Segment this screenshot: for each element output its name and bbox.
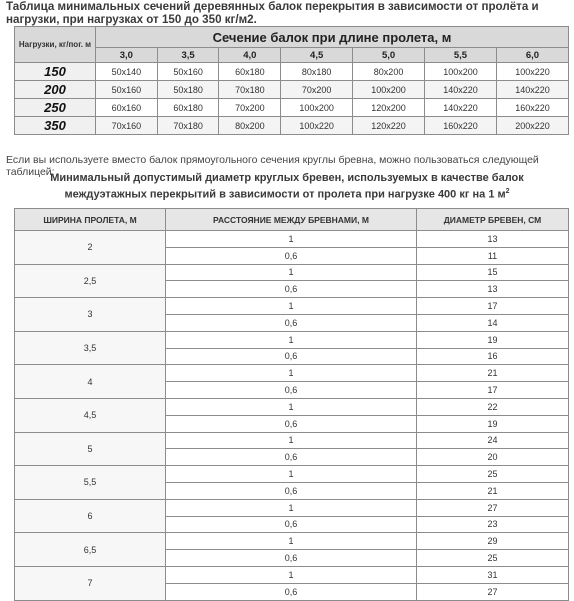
span-width-header: ШИРИНА ПРОЛЕТА, М [15, 209, 166, 231]
span-width-cell: 6 [15, 499, 166, 533]
table-row [15, 63, 569, 81]
table-row [15, 466, 569, 483]
diameter-cell: 16 [417, 348, 569, 365]
distance-cell: 1 [166, 566, 417, 583]
distance-cell: 0,6 [166, 449, 417, 466]
diameter-cell: 21 [417, 365, 569, 382]
note-text: Если вы используете вместо балок прямоугольного сечения круглы бревна, можно пользоваться следующей таблицей: [6, 154, 539, 178]
span-width-cell: 3 [15, 298, 166, 332]
beam-section-table [14, 26, 569, 135]
span-width-cell: 2,5 [15, 264, 166, 298]
distance-cell: 1 [166, 365, 417, 382]
span-header: 5,5 [425, 48, 497, 63]
diameter-cell: 13 [417, 231, 569, 248]
section-cell: 120x220 [353, 117, 425, 135]
span-width-cell: 6,5 [15, 533, 166, 567]
span-width-cell: 5,5 [15, 466, 166, 500]
table-row [15, 533, 569, 550]
diameter-cell: 20 [417, 449, 569, 466]
span-header-row [15, 48, 569, 63]
table-row [15, 117, 569, 135]
section-cell: 60x160 [96, 99, 158, 117]
load-value: 350 [15, 117, 96, 135]
section-cell: 200x220 [496, 117, 568, 135]
section-cell: 100x220 [281, 117, 353, 135]
section-cell: 140x220 [496, 81, 568, 99]
log-caption-superscript: 2 [505, 188, 510, 195]
load-value: 150 [15, 63, 96, 81]
log-table-body [15, 231, 569, 601]
distance-cell: 0,6 [166, 516, 417, 533]
section-cell: 70x180 [157, 117, 219, 135]
distance-cell: 0,6 [166, 583, 417, 600]
section-cell: 50x140 [96, 63, 158, 81]
section-cell: 140x220 [425, 81, 497, 99]
diameter-cell: 21 [417, 482, 569, 499]
beam-table-caption: Таблица минимальных сечений деревянных балок перекрытия в зависимости от пролёта и нагрузки, при нагрузках от 150 до 350 кг/м2. [6, 0, 539, 26]
diameter-cell: 15 [417, 264, 569, 281]
section-cell: 80x200 [353, 63, 425, 81]
diameter-cell: 29 [417, 533, 569, 550]
diameter-cell: 17 [417, 298, 569, 315]
log-caption-text: Минимальный допустимый диаметр круглых бревен, используемых в качестве балок междуэтажных перекрытий в зависимости от пролета при нагрузке 400 кг на 1 м [50, 172, 524, 201]
section-cell: 70x160 [96, 117, 158, 135]
log-diameter-table [14, 208, 569, 601]
load-value: 200 [15, 81, 96, 99]
distance-cell: 0,6 [166, 247, 417, 264]
span-width-cell: 4 [15, 365, 166, 399]
distance-cell: 0,6 [166, 415, 417, 432]
diameter-cell: 17 [417, 382, 569, 399]
distance-cell: 1 [166, 398, 417, 415]
log-table-header-row [15, 209, 569, 231]
distance-cell: 0,6 [166, 550, 417, 567]
section-cell: 70x200 [219, 99, 281, 117]
distance-cell: 0,6 [166, 482, 417, 499]
table-row [15, 432, 569, 449]
section-cell: 100x200 [281, 99, 353, 117]
load-column-header: Нагрузки, кг/пог. м [15, 27, 96, 63]
distance-cell: 1 [166, 533, 417, 550]
span-width-cell: 7 [15, 566, 166, 600]
diameter-cell: 25 [417, 466, 569, 483]
diameter-cell: 22 [417, 398, 569, 415]
diameter-cell: 11 [417, 247, 569, 264]
section-cell: 80x200 [219, 117, 281, 135]
table-row [15, 331, 569, 348]
section-cell: 80x180 [281, 63, 353, 81]
diameter-cell: 24 [417, 432, 569, 449]
section-header: Сечение балок при длине пролета, м [96, 27, 569, 48]
distance-cell: 1 [166, 298, 417, 315]
diameter-cell: 25 [417, 550, 569, 567]
distance-cell: 1 [166, 466, 417, 483]
section-cell: 100x220 [496, 63, 568, 81]
diameter-cell: 19 [417, 415, 569, 432]
load-value: 250 [15, 99, 96, 117]
distance-cell: 0,6 [166, 382, 417, 399]
table-row [15, 81, 569, 99]
table-row [15, 499, 569, 516]
section-cell: 70x180 [219, 81, 281, 99]
span-width-cell: 3,5 [15, 331, 166, 365]
table-row [15, 365, 569, 382]
distance-cell: 1 [166, 499, 417, 516]
span-header: 5,0 [353, 48, 425, 63]
table-row [15, 99, 569, 117]
distance-cell: 0,6 [166, 281, 417, 298]
distance-cell: 1 [166, 264, 417, 281]
table-row [15, 298, 569, 315]
section-cell: 50x160 [96, 81, 158, 99]
distance-cell: 1 [166, 331, 417, 348]
diameter-header: ДИАМЕТР БРЕВЕН, СМ [417, 209, 569, 231]
span-width-cell: 5 [15, 432, 166, 466]
distance-cell: 1 [166, 432, 417, 449]
span-width-cell: 4,5 [15, 398, 166, 432]
section-cell: 160x220 [425, 117, 497, 135]
span-header: 4,0 [219, 48, 281, 63]
section-cell: 100x200 [425, 63, 497, 81]
table-row [15, 398, 569, 415]
span-header: 6,0 [496, 48, 568, 63]
distance-cell: 0,6 [166, 348, 417, 365]
span-header: 3,5 [157, 48, 219, 63]
log-table-caption [20, 172, 554, 202]
section-cell: 60x180 [157, 99, 219, 117]
section-cell: 100x200 [353, 81, 425, 99]
diameter-cell: 27 [417, 583, 569, 600]
table-row [15, 566, 569, 583]
diameter-cell: 14 [417, 314, 569, 331]
section-cell: 70x200 [281, 81, 353, 99]
section-cell: 50x160 [157, 63, 219, 81]
distance-cell: 1 [166, 231, 417, 248]
table-row [15, 264, 569, 281]
beam-table-header-row [15, 27, 569, 48]
span-header: 3,0 [96, 48, 158, 63]
diameter-cell: 13 [417, 281, 569, 298]
distance-cell: 0,6 [166, 314, 417, 331]
span-header: 4,5 [281, 48, 353, 63]
diameter-cell: 23 [417, 516, 569, 533]
diameter-cell: 19 [417, 331, 569, 348]
table-row [15, 231, 569, 248]
section-cell: 60x180 [219, 63, 281, 81]
distance-header: РАССТОЯНИЕ МЕЖДУ БРЕВНАМИ, М [166, 209, 417, 231]
span-width-cell: 2 [15, 231, 166, 265]
section-cell: 160x220 [496, 99, 568, 117]
section-cell: 120x200 [353, 99, 425, 117]
diameter-cell: 27 [417, 499, 569, 516]
diameter-cell: 31 [417, 566, 569, 583]
section-cell: 140x220 [425, 99, 497, 117]
section-cell: 50x180 [157, 81, 219, 99]
